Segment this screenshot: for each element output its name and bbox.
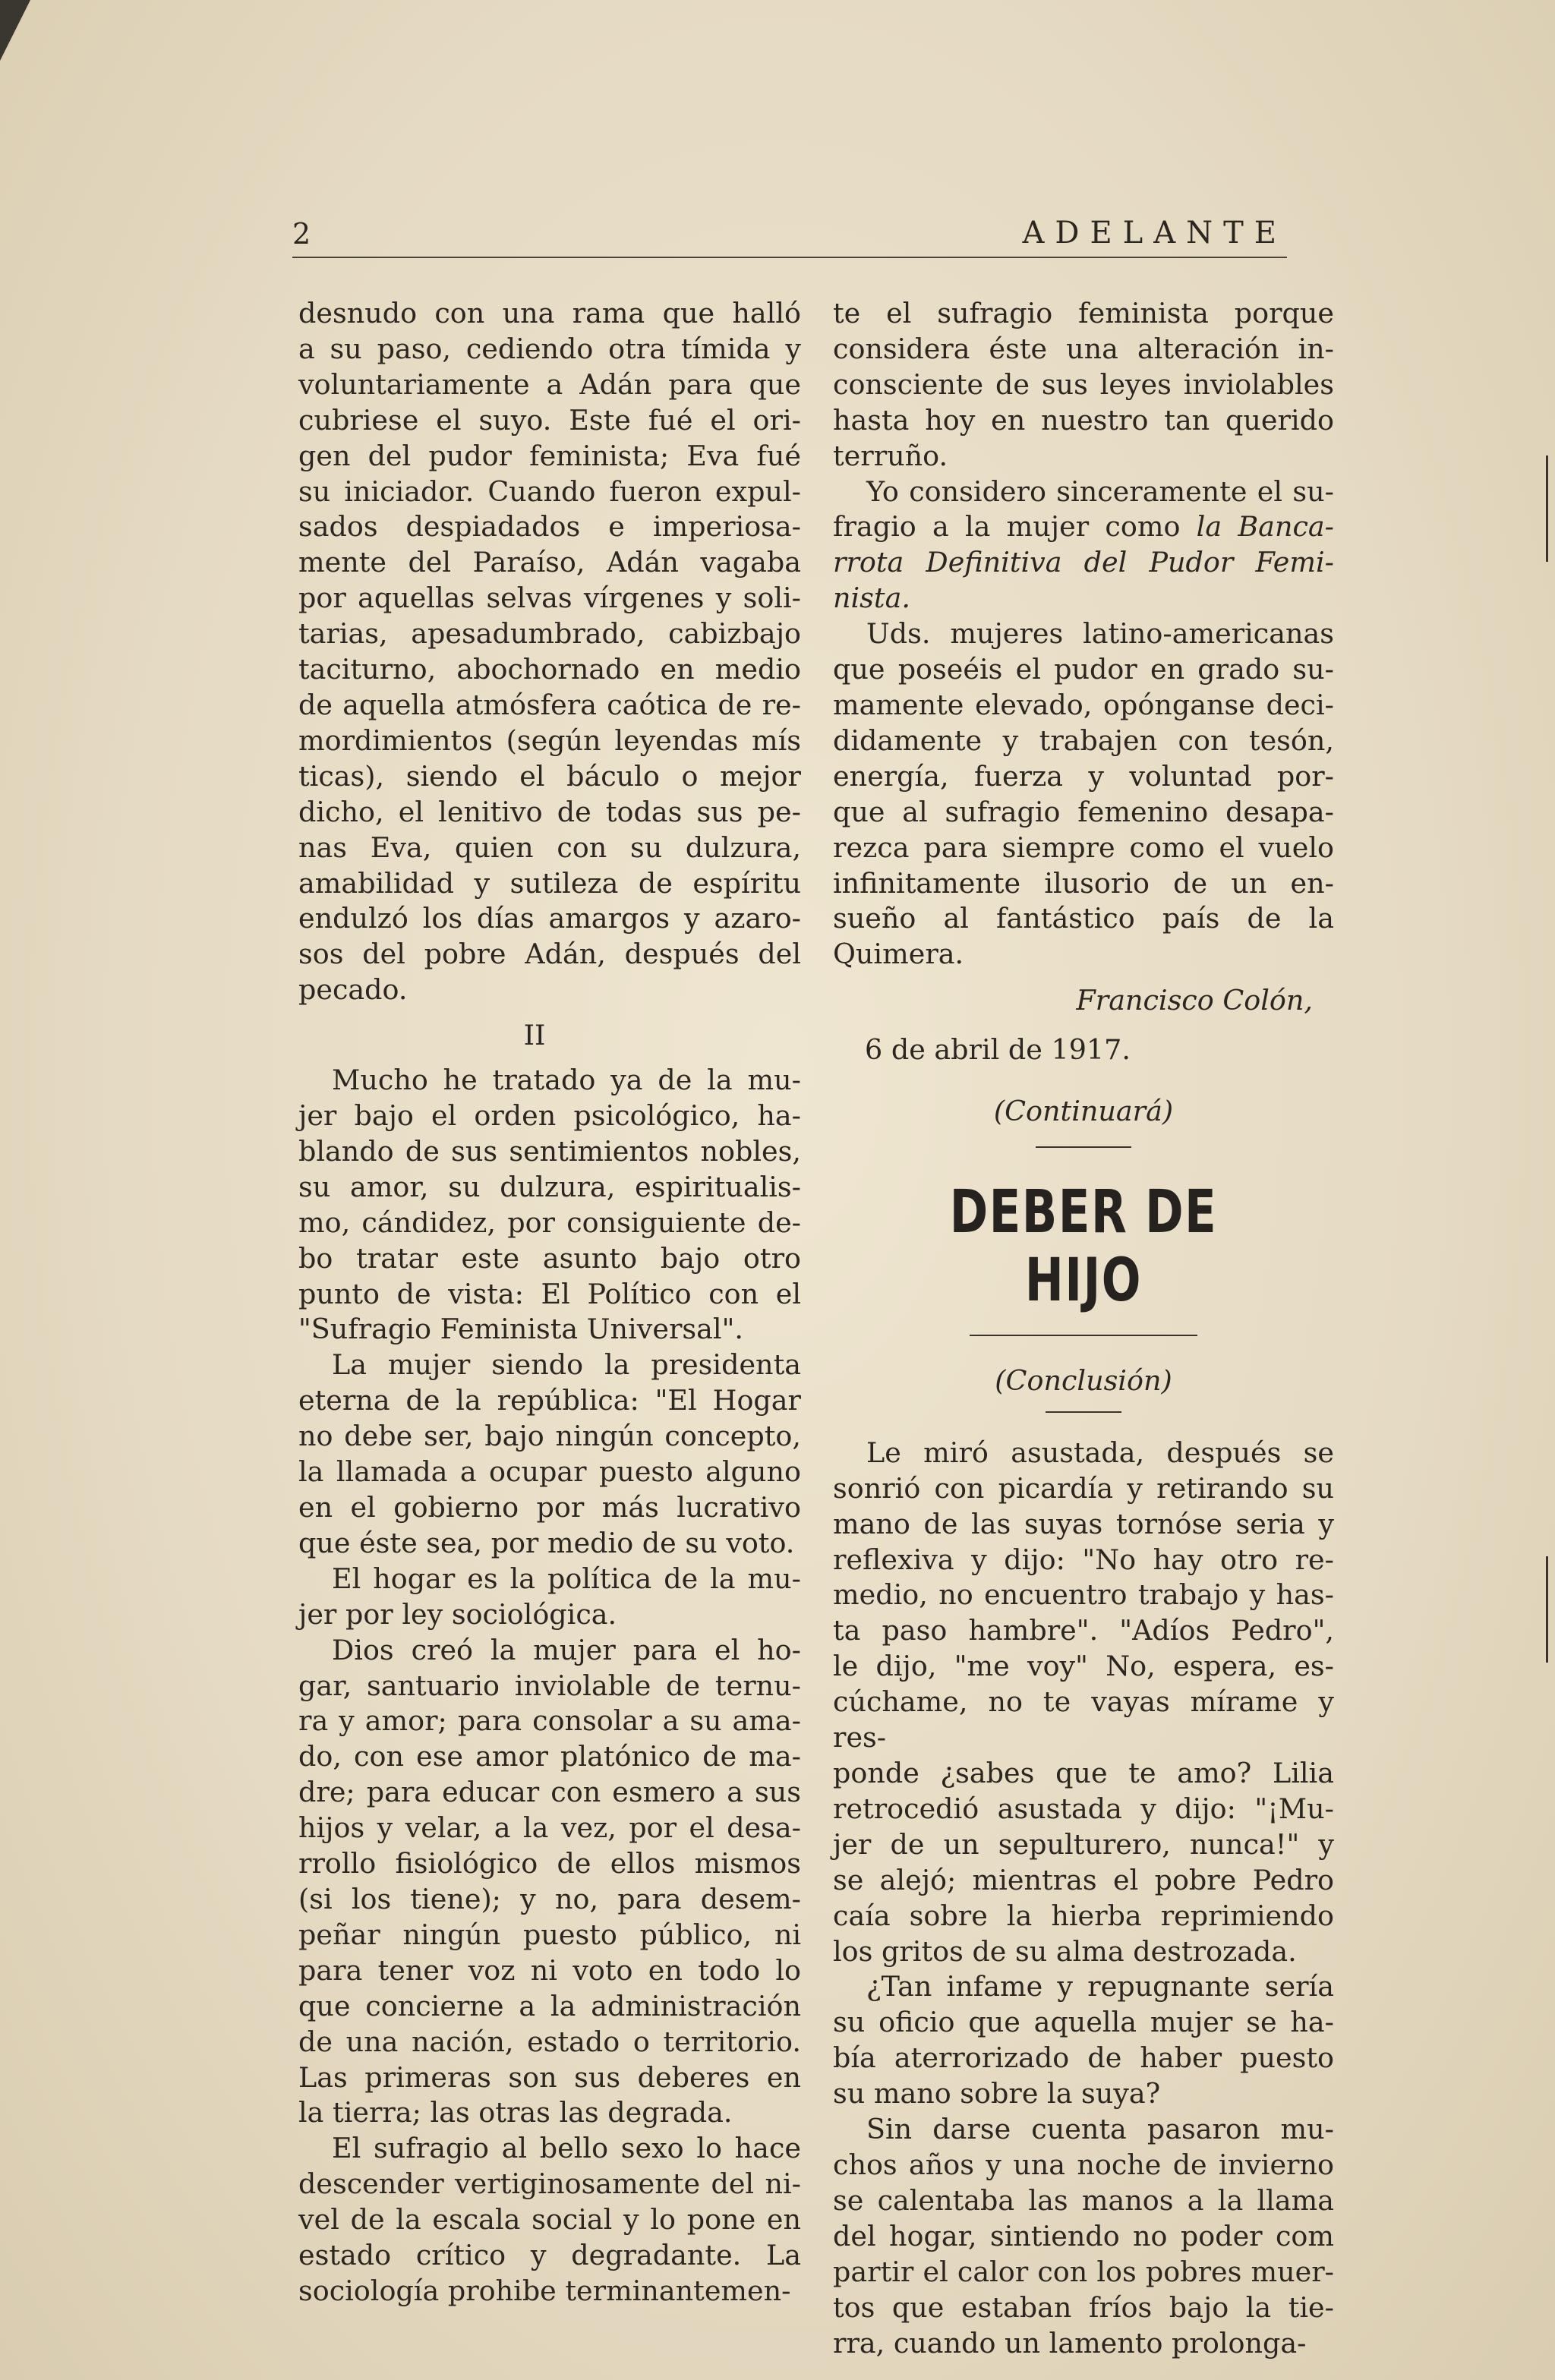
divider-rule — [1036, 1146, 1131, 1148]
text-line: El sufragio al bello sexo lo hace — [332, 2132, 801, 2165]
margin-mark — [1546, 456, 1548, 562]
essay-paragraph-intro — [298, 296, 801, 1008]
text-line: blando de sus sentimientos nobles, — [298, 1134, 801, 1168]
margin-mark — [1546, 1556, 1548, 1663]
text-line: nas Eva, quien con su dulzura, — [298, 831, 801, 864]
text-line: taciturno, abochornado en medio — [298, 653, 801, 686]
left-column — [298, 296, 801, 2309]
text-line: cúchame, no te vayas mírame y res- — [833, 1685, 1334, 1754]
continues-note: (Continuará) — [993, 1095, 1174, 1128]
text-line: hijos y velar, a la vez, por el desa- — [298, 1811, 801, 1845]
text-line: El hogar es la política de la mu- — [332, 1562, 801, 1595]
text-line: jer por ley sociológica. — [298, 1597, 617, 1631]
text-line: didamente y trabajen con tesón, — [833, 723, 1334, 757]
text-line: ra y amor; para consolar a su ama- — [298, 1704, 801, 1738]
text-line: mordimientos (según leyendas mís — [298, 723, 801, 757]
text-line: rezca para siempre como el vuelo — [833, 831, 1334, 864]
text-line: infinitamente ilusorio de un en- — [833, 866, 1334, 900]
text-line: los gritos de su alma destrozada. — [833, 1934, 1297, 1968]
text-line: sociología prohibe terminantemen- — [298, 2274, 791, 2307]
text-line: hasta hoy en nuestro tan querido — [833, 403, 1334, 437]
text-line: tarias, apesadumbrado, cabizbajo — [298, 617, 801, 651]
text-line: que éste sea, por medio de su voto. — [298, 1526, 795, 1559]
text-line: ticas), siendo el báculo o mejor — [298, 759, 801, 793]
text-line: Dios creó la mujer para el ho- — [332, 1633, 801, 1666]
text-line: a su paso, cediendo otra tímida y — [298, 332, 801, 365]
dateline: 6 de abril de 1917. — [865, 1033, 1131, 1067]
italic-phrase: rrota Definitiva del Pudor Femi- — [833, 546, 1334, 579]
text-line: dre; para educar con esmero a sus — [298, 1776, 801, 1809]
text-line: desnudo con una rama que halló — [298, 297, 801, 329]
text-line: Uds. mujeres latino-americanas — [866, 617, 1334, 651]
text-line: sonrió con picardía y retirando su — [833, 1471, 1334, 1505]
text-line: Quimera. — [833, 938, 964, 971]
text-line: descender vertiginosamente del ni- — [298, 2167, 801, 2201]
text-line: para tener voz ni voto en todo lo — [298, 1953, 801, 1987]
text-line: endulzó los días amargos y azaro- — [298, 902, 801, 935]
text-line: tos que estaban fríos bajo la tie- — [833, 2290, 1334, 2324]
text-line: en el gobierno por más lucrativo — [298, 1491, 801, 1524]
text-line: por aquellas selvas vírgenes y soli- — [298, 582, 801, 615]
text-fragment: fragio a la mujer como — [833, 510, 1197, 544]
text-line: su iniciador. Cuando fueron expul- — [298, 474, 801, 508]
text-line: ¿Tan infame y repugnante sería — [866, 1970, 1334, 2003]
text-line: mente del Paraíso, Adán vagaba — [298, 546, 801, 579]
text-line: Sin darse cuenta pasaron mu- — [866, 2113, 1334, 2146]
text-line: de una nación, estado o territorio. — [298, 2025, 801, 2058]
text-line: Le miró asustada, después se — [866, 1436, 1334, 1469]
text-line: eterna de la república: "El Hogar — [298, 1384, 801, 1417]
text-line: sados despiadados e imperiosa- — [298, 510, 801, 544]
text-line: ponde ¿sabes que te amo? Lilia — [833, 1757, 1334, 1789]
essay-paragraph-banca-rrota — [833, 474, 1334, 617]
text-line: considera éste una alteración in- — [833, 332, 1334, 365]
text-line — [833, 545, 1334, 581]
text-line: se alejó; mientras el pobre Pedro — [833, 1863, 1334, 1896]
text-line: rra, cuando un lamento prolonga- — [833, 2326, 1307, 2360]
text-line: no debe ser, bajo ningún concepto, — [298, 1420, 801, 1453]
divider-rule — [970, 1335, 1197, 1336]
text-line: gar, santuario inviolable de ternu- — [298, 1669, 801, 1702]
text-line: pecado. — [298, 973, 408, 1007]
section-numeral: II — [523, 1019, 546, 1052]
text-line: bo tratar este asunto bajo otro — [298, 1241, 801, 1275]
page-number: 2 — [292, 217, 311, 251]
essay-continuation — [833, 296, 1334, 474]
text-line: su oficio que aquella mujer se ha- — [833, 2006, 1334, 2039]
text-line: chos años y una noche de invierno — [833, 2148, 1334, 2181]
text-line: Las primeras son sus deberes en — [298, 2060, 801, 2094]
text-line: estado crítico y degradante. La — [298, 2239, 801, 2272]
text-line: se calentaba las manos a la llama — [833, 2183, 1334, 2217]
text-line: la llamada a ocupar puesto alguno — [298, 1455, 801, 1489]
text-line: que poseéis el pudor en grado su- — [833, 653, 1334, 686]
text-line: mano de las suyas tornóse seria y — [833, 1507, 1334, 1540]
text-line: jer bajo el orden psicológico, ha- — [298, 1099, 801, 1133]
text-line: gen del pudor feminista; Eva fué — [298, 439, 801, 472]
italic-phrase: nista. — [833, 582, 910, 615]
text-line: le dijo, "me voy" No, espera, es- — [833, 1650, 1334, 1683]
essay-part-two — [298, 1063, 801, 2309]
text-line: punto de vista: El Político con el — [298, 1277, 801, 1310]
text-line: (si los tiene); y no, para desem- — [298, 1882, 801, 1915]
text-line: terruño. — [833, 439, 948, 472]
text-line: La mujer siendo la presidenta — [332, 1348, 801, 1382]
text-line: que al sufragio femenino desapa- — [833, 795, 1334, 828]
essay-paragraph-uds — [833, 616, 1334, 972]
text-line: vel de la escala social y lo pone en — [298, 2203, 801, 2237]
text-line: bía aterrorizado de haber puesto — [833, 2041, 1334, 2075]
text-line: consciente de sus leyes inviolables — [833, 367, 1334, 401]
text-line: mo, cándidez, por consiguiente de- — [298, 1206, 801, 1239]
text-line: "Sufragio Feminista Universal". — [298, 1313, 743, 1346]
text-line: de aquella atmósfera caótica de re- — [298, 688, 801, 721]
masthead: ADELANTE — [1022, 216, 1287, 251]
italic-phrase: la Banca- — [1196, 510, 1334, 544]
story-body — [833, 1436, 1334, 2362]
text-line: dicho, el lenitivo de todas sus pe- — [298, 795, 801, 828]
text-line — [833, 509, 1334, 545]
text-line: energía, fuerza y voluntad por- — [833, 759, 1334, 793]
right-column — [833, 296, 1334, 2361]
text-line: partir el calor con los pobres muer- — [833, 2255, 1334, 2288]
text-line: te el sufragio feminista porque — [833, 297, 1334, 329]
story-subtitle: (Conclusión) — [995, 1363, 1172, 1397]
text-line: su amor, su dulzura, espiritualis- — [298, 1170, 801, 1203]
text-line — [833, 581, 1334, 616]
text-line: amabilidad y sutileza de espíritu — [298, 866, 801, 900]
text-line: sueño al fantástico país de la — [833, 902, 1334, 935]
text-line: mamente elevado, opónganse deci- — [833, 688, 1334, 721]
text-line: cubriese el suyo. Este fué el ori- — [298, 403, 801, 437]
text-line: caía sobre la hierba reprimiendo — [833, 1899, 1334, 1932]
text-line: la tierra; las otras las degrada. — [298, 2096, 733, 2129]
divider-rule — [1046, 1411, 1121, 1413]
text-line: reflexiva y dijo: "No hay otro re- — [833, 1543, 1334, 1576]
text-line: Yo considero sinceramente el su- — [866, 474, 1334, 508]
torn-corner — [0, 0, 30, 61]
story-title: DEBER DE HIJO — [949, 1177, 1218, 1315]
text-line: Mucho he tratado ya de la mu- — [332, 1064, 801, 1097]
text-line: rrollo fisiológico de ellos mismos — [298, 1847, 801, 1880]
text-line: sos del pobre Adán, después del — [298, 938, 801, 971]
text-line: ta paso hambre". "Adíos Pedro", — [833, 1614, 1334, 1647]
text-line: su mano sobre la suya? — [833, 2077, 1161, 2110]
text-line: del hogar, sintiendo no poder com — [833, 2219, 1334, 2252]
text-line: retrocedió asustada y dijo: "¡Mu- — [833, 1792, 1334, 1825]
text-line: do, con ese amor platónico de ma- — [298, 1740, 801, 1773]
text-line: medio, no encuentro trabajo y has- — [833, 1578, 1334, 1612]
text-line: peñar ningún puesto público, ni — [298, 1918, 801, 1951]
author-signature: Francisco Colón, — [1076, 984, 1313, 1017]
text-line: voluntariamente a Adán para que — [298, 367, 801, 401]
text-line: que concierne a la administración — [298, 1989, 801, 2022]
page-header — [292, 211, 1287, 258]
text-line: jer de un sepulturero, nunca!" y — [833, 1827, 1334, 1861]
